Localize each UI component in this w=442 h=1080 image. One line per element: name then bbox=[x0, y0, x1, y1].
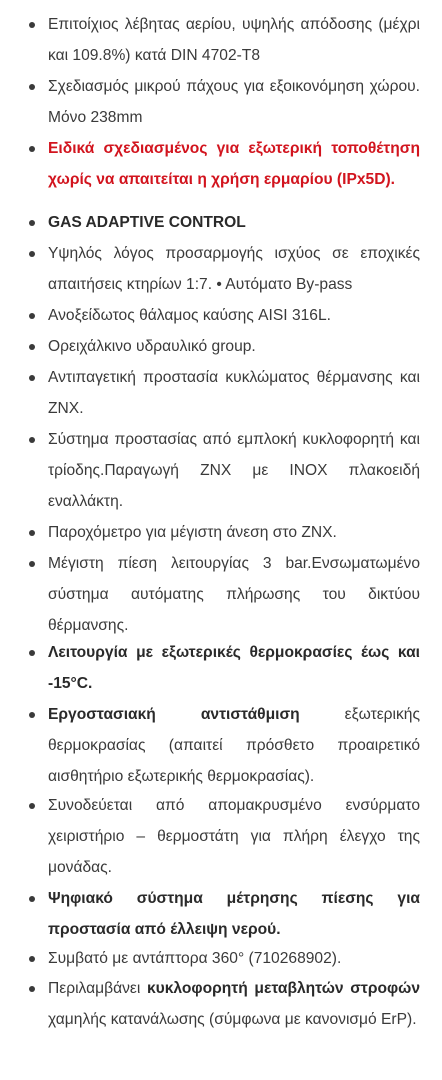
feature-item bbox=[0, 943, 442, 974]
feature-text: χαμηλής κατανάλωσης (σύμφωνα με κανονισμό ErP). bbox=[48, 1011, 417, 1028]
feature-item bbox=[0, 238, 442, 300]
bullet-icon bbox=[29, 220, 35, 226]
feature-item bbox=[0, 517, 442, 548]
feature-text: Ψηφιακό σύστημα μέτρησης πίεσης για προστασία από έλλειψη νερού. bbox=[48, 890, 420, 938]
feature-item bbox=[0, 637, 442, 699]
feature-text: Επιτοίχιος λέβητας αερίου, υψηλής απόδοσης (μέχρι και 109.8%) κατά DIN 4702-T8 bbox=[48, 16, 420, 64]
bullet-icon bbox=[29, 344, 35, 350]
bullet-icon bbox=[29, 803, 35, 809]
bullet-icon bbox=[29, 712, 35, 718]
feature-text: Συμβατό με αντάπτορα 360° (710268902). bbox=[48, 950, 342, 967]
feature-item bbox=[0, 207, 442, 238]
feature-item bbox=[0, 331, 442, 362]
bullet-icon bbox=[29, 84, 35, 90]
feature-text: Ορειχάλκινο υδραυλικό group. bbox=[48, 338, 256, 355]
bullet-icon bbox=[29, 22, 35, 28]
feature-item bbox=[0, 883, 442, 945]
feature-item bbox=[0, 973, 442, 1035]
feature-text: Εργοστασιακή αντιστάθμιση bbox=[48, 706, 300, 723]
feature-item bbox=[0, 300, 442, 331]
feature-text: εξωτερικής θερμοκρασίας (απαιτεί πρόσθετο προαιρετικό αισθητήριο εξωτερικής θερμοκρασίας). bbox=[48, 706, 420, 785]
bullet-icon bbox=[29, 313, 35, 319]
bullet-icon bbox=[29, 956, 35, 962]
bullet-icon bbox=[29, 530, 35, 536]
feature-text: Παροχόμετρο για μέγιστη άνεση στο ΖΝΧ. bbox=[48, 524, 337, 541]
feature-item bbox=[0, 71, 442, 133]
feature-text: Αντιπαγετική προστασία κυκλώματος θέρμανσης και ΖΝΧ. bbox=[48, 369, 420, 417]
bullet-icon bbox=[29, 561, 35, 567]
feature-text: Λειτουργία με εξωτερικές θερμοκρασίες έως και -15°C. bbox=[48, 644, 420, 692]
bullet-icon bbox=[29, 986, 35, 992]
bullet-icon bbox=[29, 375, 35, 381]
bullet-icon bbox=[29, 251, 35, 257]
feature-text: κυκλοφορητή μεταβλητών στροφών bbox=[146, 980, 420, 997]
bullet-icon bbox=[29, 896, 35, 902]
feature-text: Ειδικά σχεδιασμένος για εξωτερική τοποθέτηση χωρίς να απαιτείται η χρήση ερμαρίου (IPx5D). bbox=[48, 140, 420, 188]
feature-text: Ανοξείδωτος θάλαμος καύσης AISI 316L. bbox=[48, 307, 331, 324]
feature-text: Μέγιστη πίεση λειτουργίας 3 bar.Ενσωματωμένο σύστημα αυτόματης πλήρωσης του δικτύου θέρμανσης. bbox=[48, 555, 420, 634]
bullet-icon bbox=[29, 437, 35, 443]
feature-text: Συνοδεύεται από απομακρυσμένο ενσύρματο χειριστήριο – θερμοστάτη για πλήρη έλεγχο της μονάδας. bbox=[48, 797, 420, 876]
feature-item bbox=[0, 424, 442, 517]
feature-item bbox=[0, 362, 442, 424]
feature-item bbox=[0, 790, 442, 883]
feature-text: GAS ADAPTIVE CONTROL bbox=[48, 214, 246, 231]
feature-text: Σχεδιασμός μικρού πάχους για εξοικονόμηση χώρου. Μόνο 238mm bbox=[48, 78, 420, 126]
feature-item bbox=[0, 548, 442, 641]
feature-text: Περιλαμβάνει bbox=[48, 980, 147, 997]
feature-text: Υψηλός λόγος προσαρμογής ισχύος σε εποχικές απαιτήσεις κτηρίων 1:7. • Αυτόματο By-pass bbox=[48, 245, 420, 293]
bullet-icon bbox=[29, 146, 35, 152]
feature-item bbox=[0, 9, 442, 71]
feature-item bbox=[0, 133, 442, 195]
feature-item bbox=[0, 699, 442, 792]
feature-text: Σύστημα προστασίας από εμπλοκή κυκλοφορητή και τρίοδης.Παραγωγή ΖΝΧ με INOX πλακοειδή εναλλάκτη. bbox=[48, 431, 420, 510]
bullet-icon bbox=[29, 650, 35, 656]
